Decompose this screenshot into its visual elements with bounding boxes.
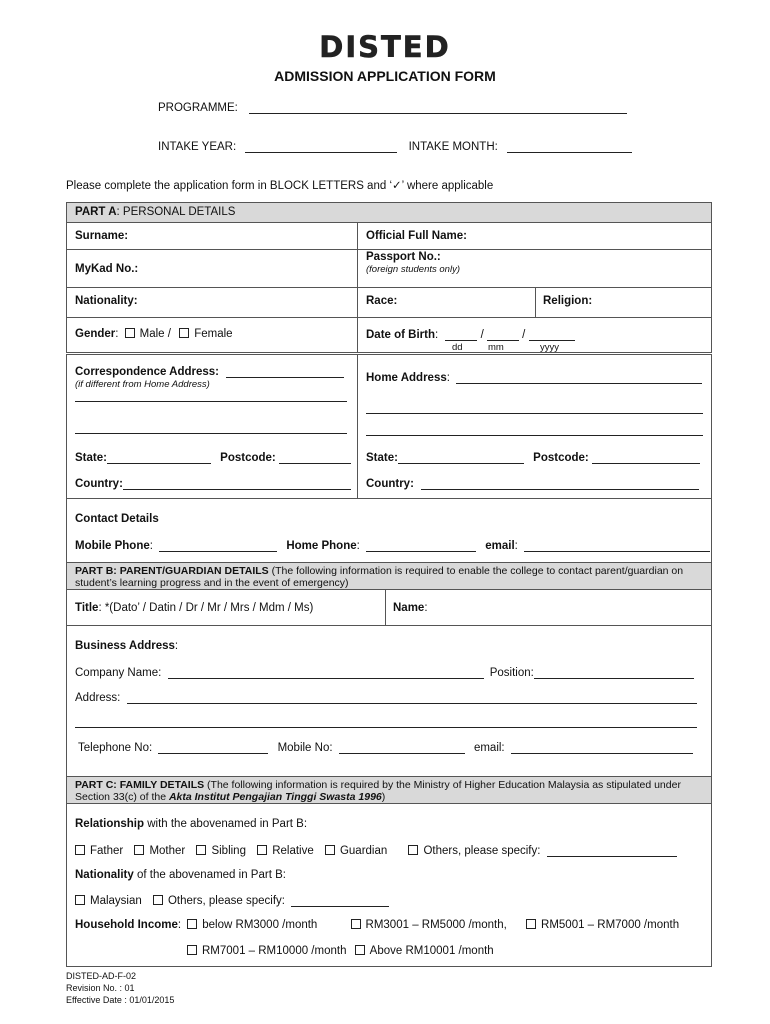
corr-state-row [75, 451, 351, 464]
income-row-2 [187, 945, 494, 957]
others-nationality-checkbox[interactable] [153, 895, 163, 905]
others-nationality-field[interactable] [291, 894, 389, 907]
part-c-subtitle-end: ) [381, 791, 386, 803]
title-label: Title [75, 602, 99, 614]
guardian-address-field[interactable] [127, 691, 697, 704]
corr-address-label: Correspondence Address: [75, 366, 219, 378]
guardian-address-line-2[interactable] [75, 727, 697, 728]
home-state-row [366, 451, 700, 464]
male-checkbox[interactable] [125, 328, 135, 338]
part-a-table [66, 222, 712, 353]
corr-state-label: State: [75, 452, 107, 464]
home-country-row [366, 477, 699, 490]
mykad-label: MyKad No.: [75, 263, 139, 275]
part-a-title: PART A [75, 206, 117, 218]
income-7001-10000-label: RM7001 – RM10000 /month [202, 945, 347, 957]
religion-label: Religion: [543, 295, 593, 307]
intake-month-field[interactable] [507, 140, 632, 153]
income-below-3000-label: below RM3000 /month [202, 919, 318, 931]
title-row [75, 602, 313, 614]
income-5001-7000-checkbox[interactable] [526, 919, 536, 929]
guardian-checkbox[interactable] [325, 845, 335, 855]
dob-row: Date of Birth: / / [366, 328, 575, 341]
mm-hint: mm [488, 342, 504, 353]
others-relationship-field[interactable] [547, 844, 677, 857]
disted-logo: DISTED [319, 30, 451, 64]
guardian-mobile-field[interactable] [339, 741, 465, 754]
income-7001-10000-checkbox[interactable] [187, 945, 197, 955]
home-postcode-field[interactable] [592, 451, 700, 464]
corr-postcode-field[interactable] [279, 451, 351, 464]
part-b-title: PART B: PARENT/GUARDIAN DETAILS [75, 565, 269, 577]
part-c-act-name: Akta Institut Pengajian Tinggi Swasta 1996 [168, 791, 382, 803]
income-above-10001-label: Above RM10001 /month [369, 945, 494, 957]
father-label: Father [90, 845, 124, 857]
position-label: Position: [489, 667, 534, 679]
male-label: Male / [139, 328, 171, 340]
malaysian-checkbox[interactable] [75, 895, 85, 905]
corr-postcode-label: Postcode: [220, 452, 276, 464]
form-code: DISTED-AD-F-02 [66, 971, 137, 981]
mother-checkbox[interactable] [134, 845, 144, 855]
part-c-title: PART C: FAMILY DETAILS [75, 779, 205, 791]
dob-month-field[interactable] [487, 328, 519, 341]
title-options: : *(Dato’ / Datin / Dr / Mr / Mrs / Mdm / Ms) [98, 602, 314, 614]
corr-address-line-2[interactable] [75, 401, 347, 402]
business-address-row: Business Address: [75, 640, 179, 652]
income-above-10001-checkbox[interactable] [355, 945, 365, 955]
relative-checkbox[interactable] [257, 845, 267, 855]
home-state-field[interactable] [398, 451, 524, 464]
gender-row: Gender: Male / Female [75, 328, 233, 340]
dob-year-field[interactable] [529, 328, 575, 341]
if-different-note: (if different from Home Address) [75, 379, 210, 390]
income-5001-7000-label: RM5001 – RM7000 /month [541, 919, 680, 931]
instruction-text: Please complete the application form in BLOCK LETTERS and ‘✓’ where applicable [66, 180, 494, 192]
company-row [75, 666, 694, 679]
home-address-row: Home Address: [366, 371, 702, 384]
home-address-line-3[interactable] [366, 435, 703, 436]
position-field[interactable] [534, 666, 694, 679]
guardian-email-field[interactable] [511, 741, 693, 754]
dob-day-field[interactable] [445, 328, 477, 341]
gender-label: Gender [75, 328, 116, 340]
home-postcode-label: Postcode: [533, 452, 589, 464]
home-state-label: State: [366, 452, 398, 464]
intake-month-label: INTAKE MONTH: [408, 141, 498, 153]
corr-country-label: Country: [75, 478, 123, 490]
relative-label: Relative [272, 845, 314, 857]
guardian-mobile-label: Mobile No: [277, 742, 333, 754]
home-country-label: Country: [366, 478, 414, 490]
others-nationality-label: Others, please specify: [167, 895, 285, 907]
corr-address-line-3[interactable] [75, 433, 347, 434]
home-address-label: Home Address [366, 372, 447, 384]
programme-label: PROGRAMME: [158, 102, 238, 114]
nationality-label: Nationality: [75, 295, 138, 307]
family-nationality-label: Nationality [75, 869, 134, 881]
female-label: Female [194, 328, 233, 340]
income-row-1: Household Income: below RM3000 /month RM3001 – RM5000 /month, RM5001 – RM7000 /month [75, 919, 680, 931]
surname-label: Surname: [75, 230, 129, 242]
guardian-email-label: email: [473, 742, 505, 754]
official-name-label: Official Full Name: [366, 230, 467, 242]
revision-number: Revision No. : 01 [66, 983, 135, 993]
guardian-phone-row [78, 741, 693, 754]
mobile-phone-label: Mobile Phone [75, 540, 150, 552]
intake-row [158, 140, 632, 153]
malaysian-label: Malaysian [90, 895, 142, 907]
corr-country-row [75, 477, 351, 490]
contact-table [66, 498, 712, 563]
race-label: Race: [366, 295, 398, 307]
part-c-subtitle-2: Section 33(c) of the [75, 791, 169, 803]
sibling-checkbox[interactable] [196, 845, 206, 855]
telephone-field[interactable] [158, 741, 268, 754]
corr-state-field[interactable] [107, 451, 211, 464]
family-table [66, 803, 712, 967]
footer [66, 970, 174, 1006]
business-table [66, 625, 712, 777]
others-relationship-label: Others, please specify: [423, 845, 541, 857]
home-address-field[interactable] [456, 371, 702, 384]
email-field[interactable] [524, 539, 710, 552]
home-phone-label: Home Phone [286, 540, 357, 552]
intake-year-label: INTAKE YEAR: [158, 141, 237, 153]
part-b-subtitle-2: student’s learning progress and in the event of emergency) [75, 577, 349, 589]
form-title: ADMISSION APPLICATION FORM [274, 68, 496, 84]
household-income-label: Household Income [75, 919, 178, 931]
contact-details-label: Contact Details [75, 513, 159, 525]
telephone-label: Telephone No: [78, 742, 153, 754]
guardian-address-label: Address: [75, 692, 121, 704]
relationship-row [75, 818, 307, 830]
foreign-only-note: (foreign students only) [366, 264, 460, 275]
effective-date: Effective Date : 01/01/2015 [66, 995, 175, 1005]
income-3001-5000-label: RM3001 – RM5000 /month, [365, 919, 507, 931]
company-name-label: Company Name: [75, 667, 162, 679]
part-b-subtitle-1: (The following information is required to enable the college to contact parent/guardian on [268, 565, 684, 577]
income-below-3000-checkbox[interactable] [187, 919, 197, 929]
dd-hint: dd [452, 342, 463, 353]
corr-address-field[interactable] [226, 365, 344, 378]
part-c-subtitle-1: (The following information is required by the Ministry of Higher Education Malaysia as stipulated under [204, 779, 681, 791]
corr-address-row [75, 365, 344, 378]
income-3001-5000-checkbox[interactable] [351, 919, 361, 929]
dob-label: Date of Birth [366, 329, 435, 341]
title-name-table [66, 589, 712, 626]
others-relationship-checkbox[interactable] [408, 845, 418, 855]
programme-row [158, 101, 627, 114]
mother-label: Mother [149, 845, 186, 857]
part-c-header [66, 776, 712, 804]
business-address-label: Business Address [75, 640, 175, 652]
female-checkbox[interactable] [179, 328, 189, 338]
guardian-name-label: Name [393, 602, 425, 614]
family-nationality-row [75, 869, 286, 881]
relationship-rest: with the abovenamed in Part B: [144, 818, 308, 830]
guardian-name-row: Name: [393, 602, 428, 614]
guardian-label: Guardian [339, 845, 388, 857]
mobile-phone-field[interactable] [159, 539, 277, 552]
sibling-label: Sibling [211, 845, 246, 857]
father-checkbox[interactable] [75, 845, 85, 855]
yyyy-hint: yyyy [540, 342, 559, 353]
contact-row: Mobile Phone: Home Phone: email: [75, 539, 710, 552]
home-address-line-2[interactable] [366, 413, 703, 414]
address-table [66, 354, 712, 499]
company-name-field[interactable] [168, 666, 484, 679]
home-country-field[interactable] [421, 477, 699, 490]
part-b-header [66, 562, 712, 590]
family-nationality-options [75, 894, 389, 907]
family-nationality-rest: of the abovenamed in Part B: [133, 869, 286, 881]
intake-year-field[interactable] [245, 140, 397, 153]
programme-field[interactable] [249, 101, 627, 114]
corr-country-field[interactable] [123, 477, 351, 490]
relationship-label: Relationship [75, 818, 145, 830]
part-a-subtitle: : PERSONAL DETAILS [116, 206, 236, 218]
passport-label: Passport No.: [366, 251, 441, 263]
part-a-header [66, 202, 712, 223]
guardian-address-row [75, 691, 697, 704]
relationship-options [75, 844, 677, 857]
home-phone-field[interactable] [366, 539, 476, 552]
email-label: email [485, 540, 515, 552]
